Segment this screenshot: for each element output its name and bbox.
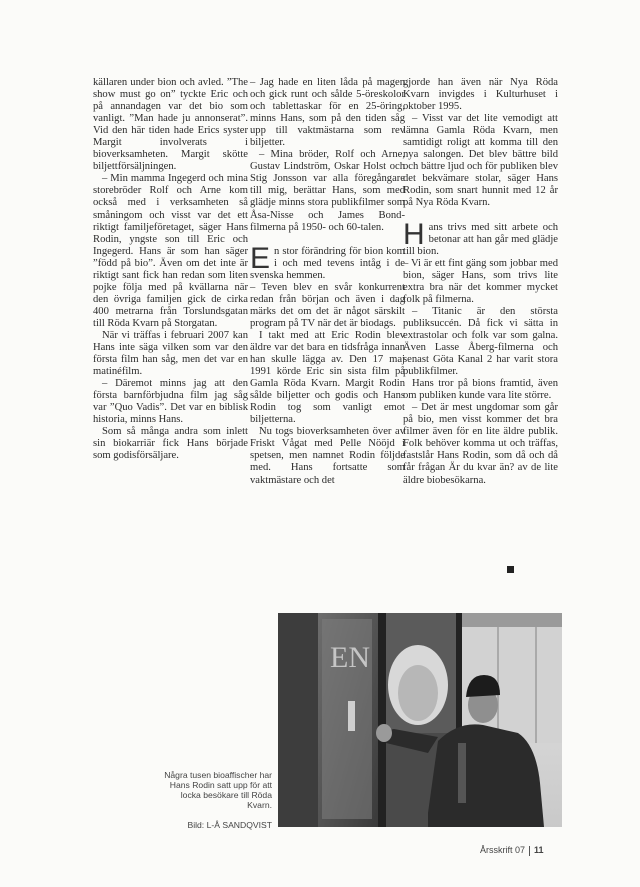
page-number: 11 [534, 845, 544, 855]
paragraph: – Det är mest ungdomar som går på bio, men visst kommer det bra filmer även för en lite äldre publik. Folk behöver komma ut och träffas, fastslår Hans Rodin, som då och då får frågan Är du kvar än? av de lite äldre biobesökarna. [403, 402, 558, 486]
dropcap-paragraph: Hans trivs med sitt arbete och betonar att han går med glädje till bion. [403, 217, 558, 257]
column-3 [403, 77, 558, 487]
column-1 [93, 77, 248, 463]
footer-divider [529, 846, 530, 856]
paragraph: gjorde han även när Nya Röda Kvarn invigdes i Kulturhuset i oktober 1995. [403, 77, 558, 113]
paragraph: – Jag hade en liten låda på magen och gick runt och sålde 5-öreskolor och tablettaskar för en 25-öring, minns Hans, som på den tiden såg upp till vaktmästarna som rev biljetter. [250, 77, 405, 149]
paragraph: – Teven blev en svår konkurrent redan från början och även i dag märks det om det är något särskilt program på TV när det är biodags. [250, 281, 405, 329]
paragraph: – Mina bröder, Rolf och Arne, Gustav Lindström, Oskar Holst och Stig Jonsson var alla föregångare till mig, berättar Hans, som med glädje minns stora publikfilmer som Åsa-Nisse och James Bond-filmerna på 1950- och 60-talen. [250, 149, 405, 233]
paragraph: Nu togs bioverksamheten över av Friskt Vågat med Pelle Nööjd i spetsen, men namnet Rodin följde med. Hans fortsatte som vaktmästare och det [250, 426, 405, 486]
paragraph: Hans tror på bions framtid, även om publiken kunde vara lite större. [403, 378, 558, 402]
paragraph: – Titanic är den största publiksuccén. Då fick vi sätta in extrastolar och folk var som galna. Även Lasse Åberg-filmerna och senast Göta Kanal 2 har varit stora publikfilmer. [403, 305, 558, 378]
publication-label: Årsskrift 07 [480, 845, 526, 855]
page-footer [480, 845, 544, 856]
drop-cap: H [403, 217, 425, 251]
dropcap-paragraph: En stor förändring för bion kom i och med tevens intåg i de svenska hemmen. [250, 241, 405, 281]
paragraph: – Däremot minns jag att den första barnförbjudna film jag såg var ”Quo Vadis”. Det var en biblisk historia, minns Hans. [93, 378, 248, 426]
poster-lettering: EN [330, 641, 370, 674]
photo-caption: Några tusen bioaffischer har Hans Rodin satt upp för att locka besökare till Röda Kvarn. [164, 770, 272, 810]
paragraph: – Visst var det lite vemodigt att lämna Gamla Röda Kvarn, men samtidigt roligt att komma till den nya salongen. Det blev bättre bild och bättre ljud och för publiken blev det bekvämare stolar, säger Hans Rodin, som snart hunnit med 12 år på Nya Röda Kvarn. [403, 113, 558, 209]
paragraph: – Vi är ett fint gäng som jobbar med bion, säger Hans, som trivs lite extra bra när det kommer mycket folk på filmerna. [403, 257, 558, 305]
end-mark-icon [507, 566, 514, 573]
paragraph: – Min mamma Ingegerd och mina storebröder Rolf och Arne kom också med i verksamheten så småningom och visst var det ett riktigt familjeföretaget, säger Hans Rodin, yngste son till Eric och Ingegerd. Hans är som han säger ”född på bio”. Även om det inte är riktigt sant fick han redan som liten pojke följa med på kvällarna när den övriga familjen gick de cirka 400 metrarna från Torslundsgatan till Röda Kvarn på Storgatan. [93, 173, 248, 329]
paragraph: källaren under bion och avled. ”The show must go on” tyckte Eric och på annandagen var det bio som vanligt. ”Man hade ju annonserat”. Vid den här tiden hade Erics syster Margit involverats i bioverksamheten. Margit skötte biljettförsäljningen. [93, 77, 248, 173]
drop-cap: E [250, 241, 271, 275]
paragraph: När vi träffas i februari 2007 kan Hans inte säga vilken som var den första film han såg, men det var en matinéfilm. [93, 329, 248, 378]
paragraph: I takt med att Eric Rodin blev äldre var det bara en tidsfråga innan han skulle lägga av. Den 17 maj 1991 körde Eric sin sista film på Gamla Röda Kvarn. Margit Rodin sålde biljetter och godis och Hans Rodin tog som vanligt emot biljetterna. [250, 329, 405, 426]
photo-illustration [278, 613, 562, 827]
photo-hans-rodin [278, 613, 562, 827]
photo-credit: Bild: L-Å SANDQVIST [187, 820, 272, 830]
paragraph: Som så många andra som inlett sin biokarriär fick Hans började som godisförsäljare. [93, 426, 248, 462]
column-2 [250, 77, 405, 487]
